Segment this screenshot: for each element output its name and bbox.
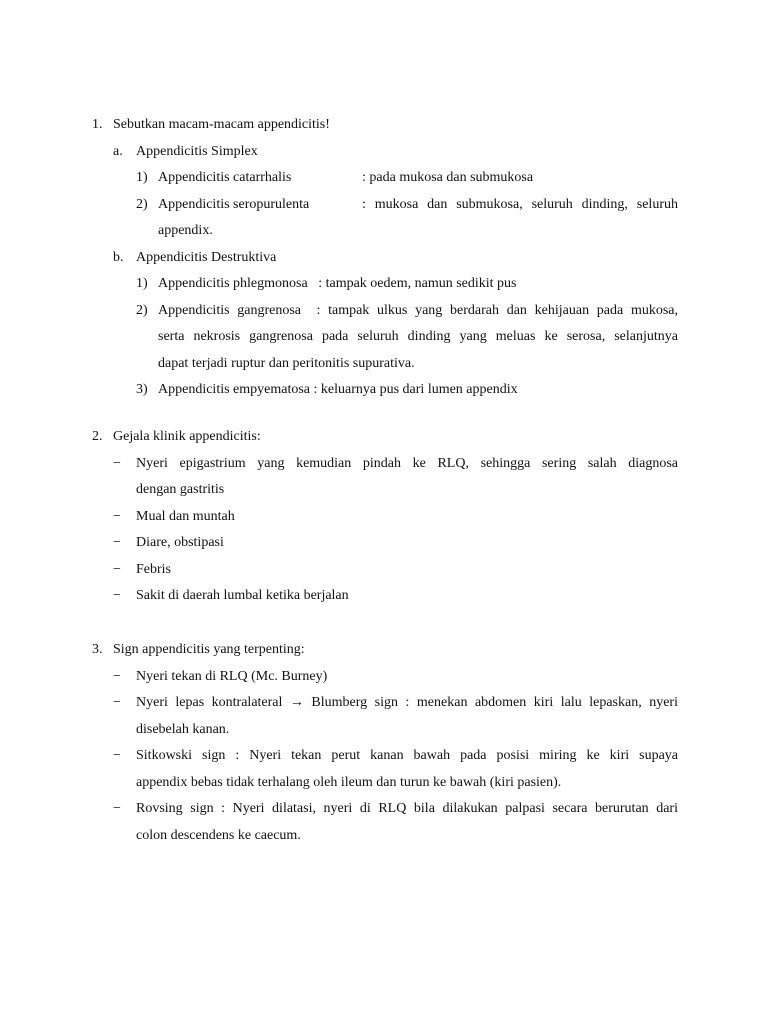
item-number: 2) [136,302,148,318]
section-1-number: 1. [92,117,103,132]
bullet-item-continuation [92,717,678,744]
list-item-continuation [92,218,678,245]
bullet-item [92,583,678,610]
bullet-text: Diare, obstipasi [136,535,224,550]
item-text: Appendicitis gangrenosa : tampak ulkus yang berdarah dan kehijauan pada mukosa, [158,302,678,318]
subsection-a-heading [92,139,678,166]
section-1-title: Sebutkan macam-macam appendicitis! [113,117,330,132]
section-3-number: 3. [92,642,103,657]
bullet-text: Mual dan muntah [136,508,235,524]
item-definition: : pada mukosa dan submukosa [362,170,534,185]
item-number: 3) [136,382,148,397]
section-3-heading [92,637,678,664]
section-2-title: Gejala klinik appendicitis: [113,429,261,444]
dash-bullet-icon: − [113,748,121,763]
list-item [92,377,678,404]
bullet-item-continuation [92,477,678,504]
dash-bullet-icon: − [113,561,121,577]
section-2-heading [92,424,678,451]
item-definition-continuation: appendix. [158,223,213,238]
subsection-b-label: b. [113,249,124,265]
list-item [92,298,678,325]
item-number: 1) [136,170,148,185]
dash-bullet-icon: − [113,801,121,816]
bullet-item [92,796,678,823]
item-text: Appendicitis empyematosa : keluarnya pus dari lumen appendix [158,382,518,397]
dash-bullet-icon: − [113,508,121,524]
bullet-text-continuation: appendix bebas tidak terhalang oleh ileum dan turun ke bawah (kiri pasien). [136,774,562,790]
bullet-text-continuation: disebelah kanan. [136,721,230,737]
section-3 [92,637,678,849]
item-term: Appendicitis seropurulenta [158,196,310,212]
bullet-text: Nyeri tekan di RLQ (Mc. Burney) [136,668,328,684]
bullet-item-continuation [92,823,678,850]
subsection-b-title: Appendicitis Destruktiva [136,249,277,265]
list-item-continuation [92,324,678,351]
list-item [92,271,678,298]
bullet-text: Febris [136,561,171,577]
list-item [92,165,678,192]
dash-bullet-icon: − [113,588,121,603]
dash-bullet-icon: − [113,535,121,550]
dash-bullet-icon: − [113,455,121,471]
bullet-text: Sakit di daerah lumbal ketika berjalan [136,588,349,603]
bullet-text-continuation: colon descendens ke caecum. [136,827,301,843]
bullet-item [92,504,678,531]
item-text-continuation: dapat terjadi ruptur dan peritonitis supurativa. [158,355,415,371]
bullet-item [92,557,678,584]
bullet-text: Nyeri lepas kontralateral → Blumberg sign : menekan abdomen kiri lalu lepaskan, nyeri [136,695,678,710]
section-1 [92,112,678,404]
bullet-item [92,690,678,717]
item-number: 2) [136,196,148,212]
bullet-item-continuation [92,770,678,797]
bullet-item [92,743,678,770]
dash-bullet-icon: − [113,695,121,710]
bullet-text: Nyeri epigastrium yang kemudian pindah ke RLQ, sehingga sering salah diagnosa [136,455,678,471]
item-text: Appendicitis phlegmonosa : tampak oedem, namun sedikit pus [158,276,517,291]
dash-bullet-icon: − [113,668,121,684]
item-text-continuation: serta nekrosis gangrenosa pada seluruh dinding yang meluas ke serosa, selanjutnya [158,329,678,344]
list-item [92,192,678,219]
bullet-text: Sitkowski sign : Nyeri tekan perut kanan bawah pada posisi miring ke kiri supaya [136,748,678,763]
bullet-text-continuation: dengan gastritis [136,482,225,497]
bullet-item [92,664,678,691]
section-3-title: Sign appendicitis yang terpenting: [113,642,305,657]
item-number: 1) [136,276,148,291]
list-item-continuation [92,351,678,378]
item-term: Appendicitis catarrhalis [158,170,292,185]
section-2 [92,424,678,610]
bullet-item [92,530,678,557]
item-definition: : mukosa dan submukosa, seluruh dinding, seluruh [362,196,678,212]
section-2-number: 2. [92,429,103,444]
section-1-heading [92,112,678,139]
subsection-a-label: a. [113,143,123,159]
bullet-text: Rovsing sign : Nyeri dilatasi, nyeri di RLQ bila dilakukan palpasi secara berurutan dari [136,801,678,816]
bullet-item [92,451,678,478]
subsection-a-title: Appendicitis Simplex [136,143,258,159]
subsection-b-heading [92,245,678,272]
